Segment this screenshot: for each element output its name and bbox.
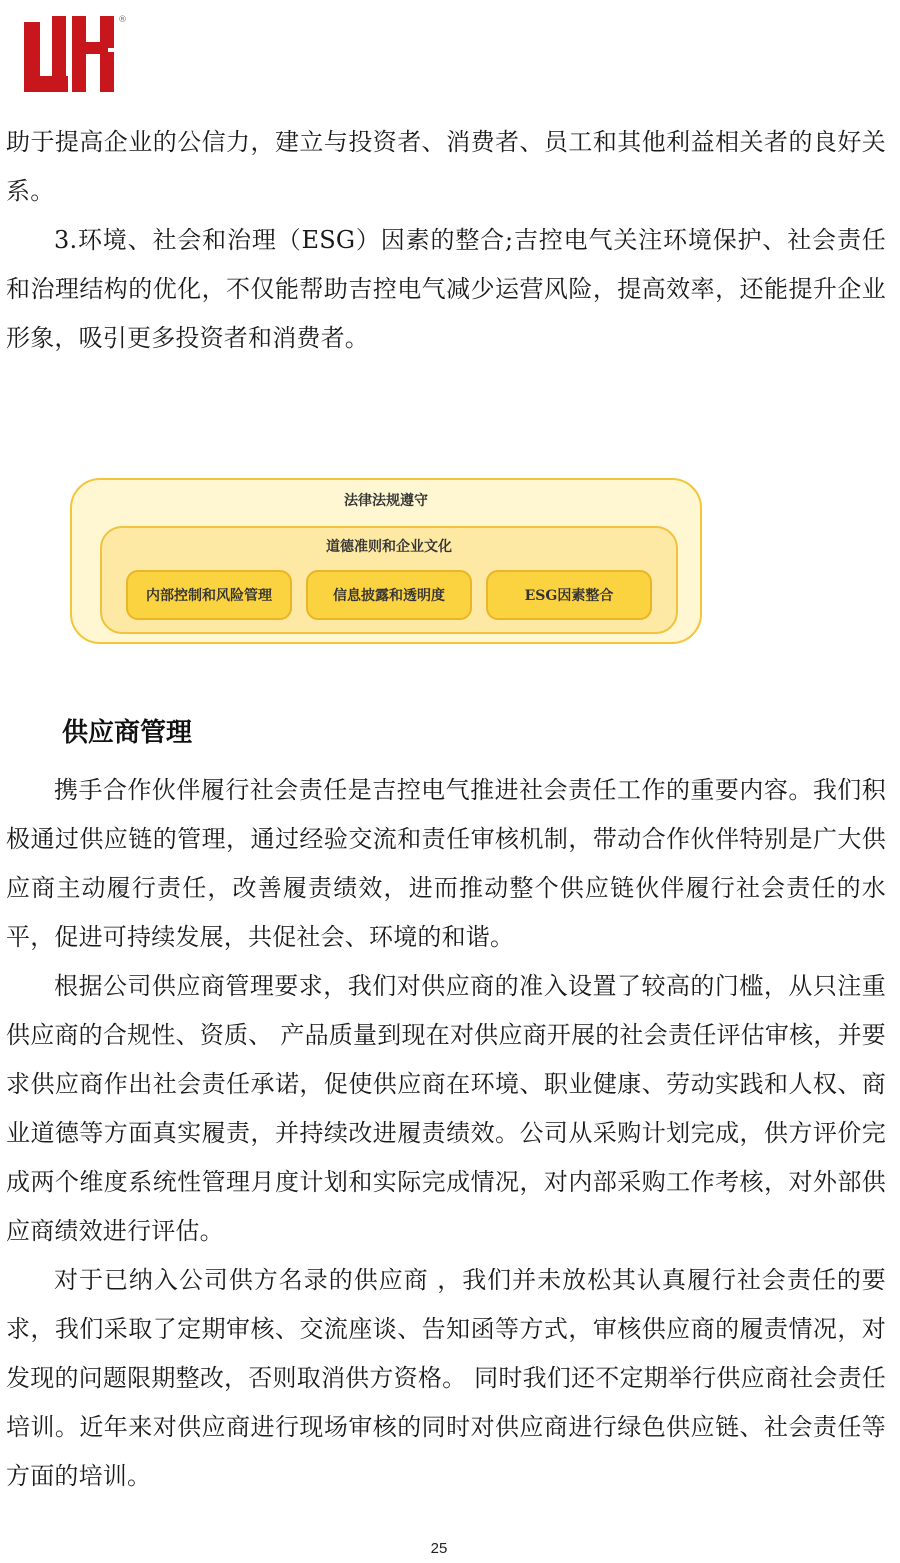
box-esg: ESG因素整合 bbox=[486, 570, 652, 620]
intro-text bbox=[6, 118, 886, 363]
governance-diagram bbox=[70, 478, 706, 648]
paragraph: 3.环境、社会和治理（ESG）因素的整合;吉控电气关注环境保护、社会责任和治理结构的优化，不仅能帮助吉控电气减少运营风险，提高效率，还能提升企业形象，吸引更多投资者和消费者。 bbox=[6, 226, 886, 352]
middle-layer bbox=[100, 526, 678, 634]
paragraph: 助于提高企业的公信力，建立与投资者、消费者、员工和其他利益相关者的良好关系。 bbox=[6, 128, 886, 205]
registered-mark: ® bbox=[118, 15, 127, 25]
middle-layer-label: 道德准则和企业文化 bbox=[326, 539, 452, 555]
paragraph: 对于已纳入公司供方名录的供应商 ，我们并未放松其认真履行社会责任的要求，我们采取了定期审核、交流座谈、告知函等方式，审核供应商的履责情况，对发现的问题限期整改，否则取消供方资格。 同时我们还不定期举行供应商社会责任培训。近年来对供应商进行现场审核的同时对供应商进行绿色供应链、社会责任等方面的培训。 bbox=[6, 1266, 886, 1490]
section-title: 供应商管理 bbox=[62, 718, 193, 748]
outer-layer bbox=[70, 478, 702, 644]
outer-layer-label: 法律法规遵守 bbox=[344, 493, 428, 509]
company-logo bbox=[22, 12, 127, 96]
page-number: 25 bbox=[430, 1540, 448, 1557]
box-internal-control: 内部控制和风险管理 bbox=[126, 570, 292, 620]
supplier-management-text bbox=[6, 766, 886, 1501]
paragraph: 根据公司供应商管理要求，我们对供应商的准入设置了较高的门槛，从只注重供应商的合规性、资质、 产品质量到现在对供应商开展的社会责任评估审核，并要求供应商作出社会责任承诺，促使供应商在环境、职业健康、劳动实践和人权、商业道德等方面真实履责，并持续改进履责绩效。公司从采购计划完成，供方评价完成两个维度系统性管理月度计划和实际完成情况，对内部采购工作考核，对外部供应商绩效进行评估。 bbox=[6, 972, 886, 1245]
box-disclosure: 信息披露和透明度 bbox=[306, 570, 472, 620]
paragraph: 携手合作伙伴履行社会责任是吉控电气推进社会责任工作的重要内容。我们积极通过供应链的管理，通过经验交流和责任审核机制，带动合作伙伴特别是广大供应商主动履行责任，改善履责绩效，进而推动整个供应链伙伴履行社会责任的水平，促进可持续发展，共促社会、环境的和谐。 bbox=[6, 776, 886, 951]
